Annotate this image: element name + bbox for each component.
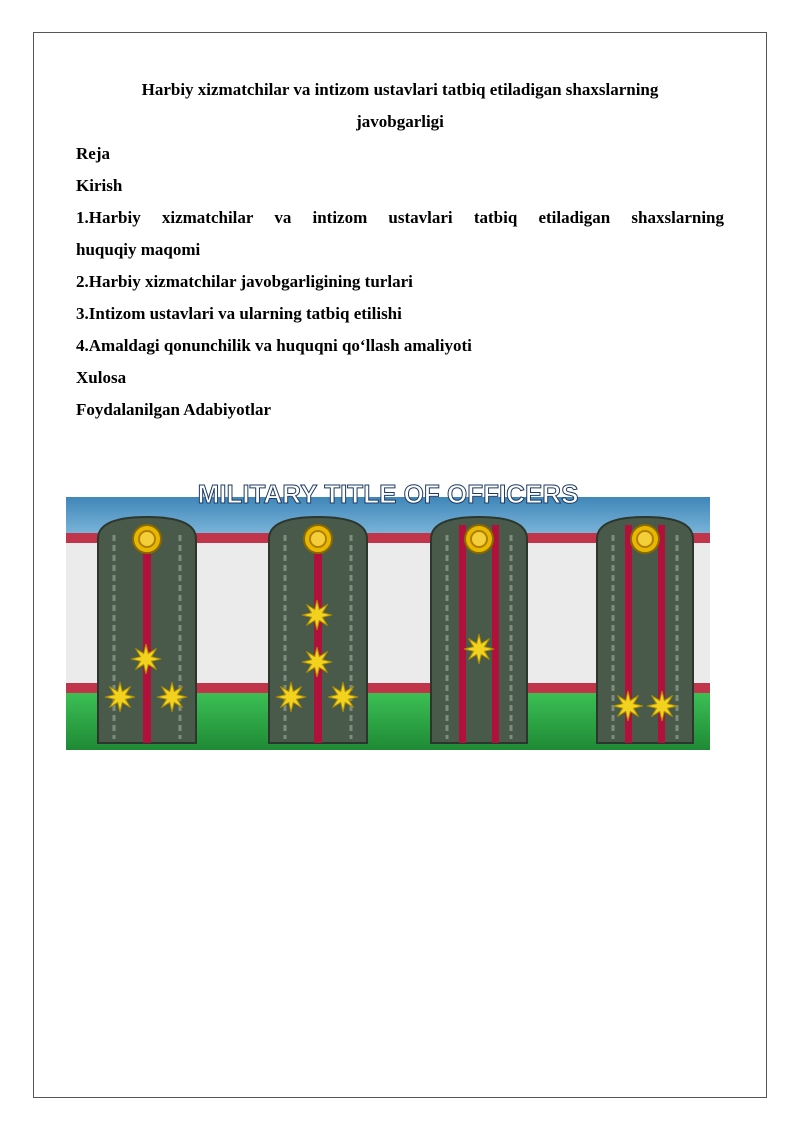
plan-item-conclusion: Xulosa (76, 368, 127, 387)
plan-item-references: Foydalanilgan Adabiyotlar (76, 400, 272, 419)
plan-item-1-cont: huquqiy maqomi (76, 240, 201, 259)
rank-star-icon (613, 691, 643, 721)
epaulet-2 (269, 517, 367, 743)
epaulet-stripe (143, 525, 151, 743)
epaulet-4 (597, 517, 693, 743)
epaulet-stripe (492, 525, 499, 743)
rank-star-icon (302, 647, 332, 677)
epaulets-image (66, 479, 710, 750)
rank-star-icon (105, 682, 135, 712)
banner-text: MILITARY TITLE OF OFFICERS (197, 479, 579, 509)
epaulet-button-center (471, 531, 487, 547)
epaulet-stripe (314, 525, 322, 743)
rank-star-icon (647, 691, 677, 721)
plan-item-2: 2.Harbiy xizmatchilar javobgarligining turlari (76, 272, 413, 291)
rank-star-icon (302, 600, 332, 630)
document-body (76, 74, 724, 426)
epaulet-button-center (139, 531, 155, 547)
rank-star-icon (276, 682, 306, 712)
epaulet-1 (98, 517, 196, 743)
plan-item-intro: Kirish (76, 176, 123, 195)
epaulet-3 (431, 517, 527, 743)
plan-heading: Reja (76, 144, 110, 163)
plan-item-3: 3.Intizom ustavlari va ularning tatbiq etilishi (76, 304, 402, 323)
epaulet-stripe (459, 525, 466, 743)
rank-star-icon (464, 634, 494, 664)
rank-star-icon (157, 682, 187, 712)
plan-item-1: 1.Harbiy xizmatchilar va intizom ustavlari tatbiq etiladigan shaxslarning (76, 208, 724, 227)
rank-star-icon (131, 644, 161, 674)
document-title-line-1: Harbiy xizmatchilar va intizom ustavlari tatbiq etiladigan shaxslarning (141, 80, 659, 99)
rank-star-icon (328, 682, 358, 712)
plan-item-4: 4.Amaldagi qonunchilik va huquqni qo‘llash amaliyoti (76, 336, 472, 355)
document-title-line-2: javobgarligi (356, 112, 444, 131)
epaulets-illustration (66, 479, 710, 750)
epaulet-button-center (637, 531, 653, 547)
epaulet-button-center (310, 531, 326, 547)
